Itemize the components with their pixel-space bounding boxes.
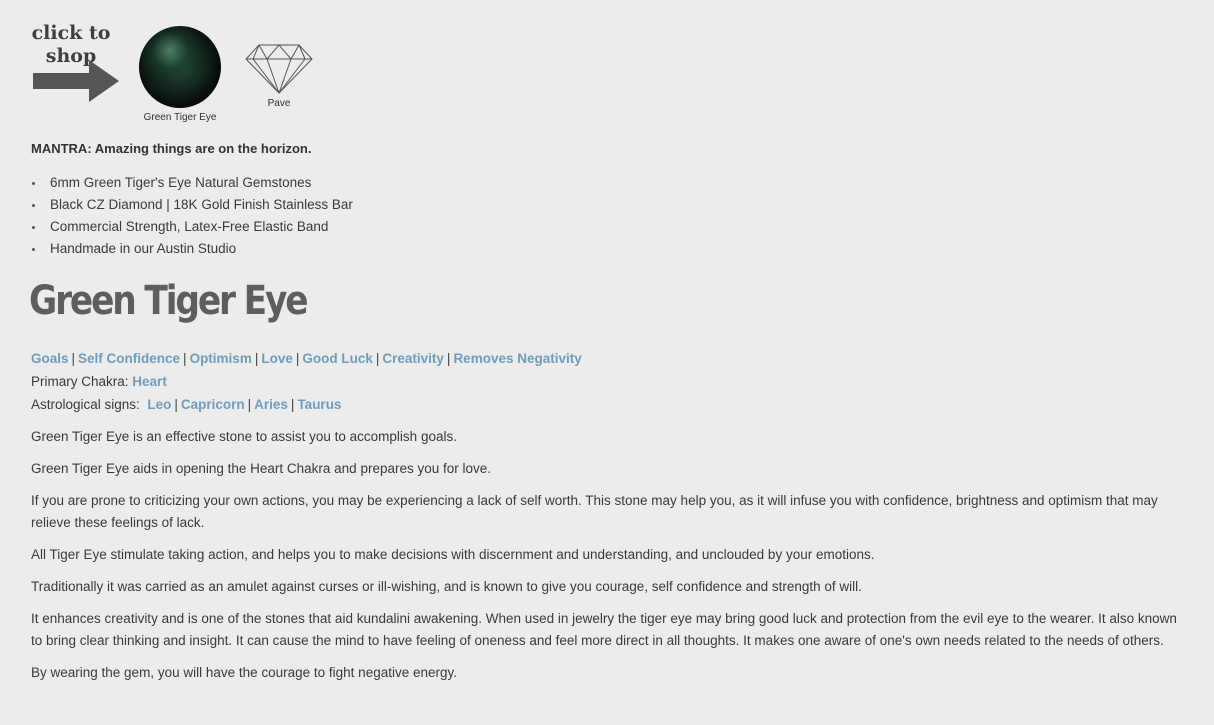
right-arrow-icon	[33, 60, 119, 102]
stone-properties	[31, 347, 582, 416]
description-paragraph: All Tiger Eye stimulate taking action, and helps you to make decisions with discernment and understanding, and unclouded by your emotions.	[31, 547, 875, 562]
astrological-signs-row	[31, 393, 582, 416]
description-paragraph: Traditionally it was carried as an amulet against curses or ill-wishing, and is known to give you courage, self confidence and strength of will.	[31, 579, 862, 594]
chakra-link-heart[interactable]: Heart	[132, 374, 167, 389]
diamond-outline-icon	[245, 44, 313, 94]
separator: |	[295, 351, 300, 366]
astrological-signs-label: Astrological signs:	[31, 397, 140, 412]
green-tiger-eye-gem-icon	[139, 26, 221, 108]
separator: |	[290, 397, 295, 412]
sign-link-leo[interactable]: Leo	[147, 397, 172, 412]
separator: |	[254, 351, 259, 366]
intention-link-love[interactable]: Love	[261, 351, 293, 366]
intention-link-self-confidence[interactable]: Self Confidence	[78, 351, 181, 366]
intention-link-optimism[interactable]: Optimism	[189, 351, 252, 366]
feature-item: Commercial Strength, Latex-Free Elastic Band	[31, 216, 353, 238]
stone-description	[31, 426, 1181, 694]
feature-item: Handmade in our Austin Studio	[31, 238, 353, 260]
description-paragraph: Green Tiger Eye aids in opening the Heart Chakra and prepares you for love.	[31, 461, 492, 476]
separator: |	[375, 351, 380, 366]
description-paragraph: It enhances creativity and is one of the stones that aid kundalini awakening. When used in jewelry the tiger eye may bring good luck and protection from the evil eye to the wearer. It also known to bring clear thinking and insight. It can cause the mind to have feeling of oneness and feel more direct in all thoughts. It makes one aware of one's own needs related to the needs of others.	[31, 611, 1177, 648]
sign-link-aries[interactable]: Aries	[254, 397, 288, 412]
sign-link-taurus[interactable]: Taurus	[297, 397, 342, 412]
click-to-shop-line1: click to	[31, 22, 111, 44]
stone-title: Green Tiger Eye	[29, 278, 307, 324]
feature-item: 6mm Green Tiger's Eye Natural Gemstones	[31, 172, 353, 194]
mantra-text: MANTRA: Amazing things are on the horizon.	[31, 141, 312, 156]
intention-link-goals[interactable]: Goals	[31, 351, 69, 366]
intention-links	[31, 347, 582, 370]
stone-link-pave[interactable]	[239, 26, 319, 109]
separator: |	[446, 351, 451, 366]
stone-caption-green-tiger-eye: Green Tiger Eye	[143, 112, 217, 123]
intention-link-creativity[interactable]: Creativity	[382, 351, 444, 366]
separator: |	[71, 351, 76, 366]
description-paragraph: Green Tiger Eye is an effective stone to assist you to accomplish goals.	[31, 429, 457, 444]
separator: |	[174, 397, 178, 412]
separator: |	[183, 351, 187, 366]
sign-link-capricorn[interactable]: Capricorn	[180, 397, 245, 412]
primary-chakra-label: Primary Chakra:	[31, 374, 129, 389]
stone-caption-pave: Pave	[267, 98, 291, 109]
description-paragraph: If you are prone to criticizing your own actions, you may be experiencing a lack of self worth. This stone may help you, as it will infuse you with confidence, brightness and optimism that may relieve these feelings of lack.	[31, 493, 1158, 530]
click-to-shop-badge	[31, 20, 123, 102]
primary-chakra-row	[31, 370, 582, 393]
intention-link-removes-negativity[interactable]: Removes Negativity	[453, 351, 582, 366]
shop-strip	[31, 20, 351, 124]
feature-list	[31, 172, 353, 260]
stone-link-green-tiger-eye[interactable]	[135, 26, 225, 123]
separator: |	[247, 397, 252, 412]
click-to-shop-line2: shop	[45, 45, 97, 67]
description-paragraph: By wearing the gem, you will have the courage to fight negative energy.	[31, 665, 458, 680]
feature-item: Black CZ Diamond | 18K Gold Finish Stainless Bar	[31, 194, 353, 216]
intention-link-good-luck[interactable]: Good Luck	[302, 351, 373, 366]
